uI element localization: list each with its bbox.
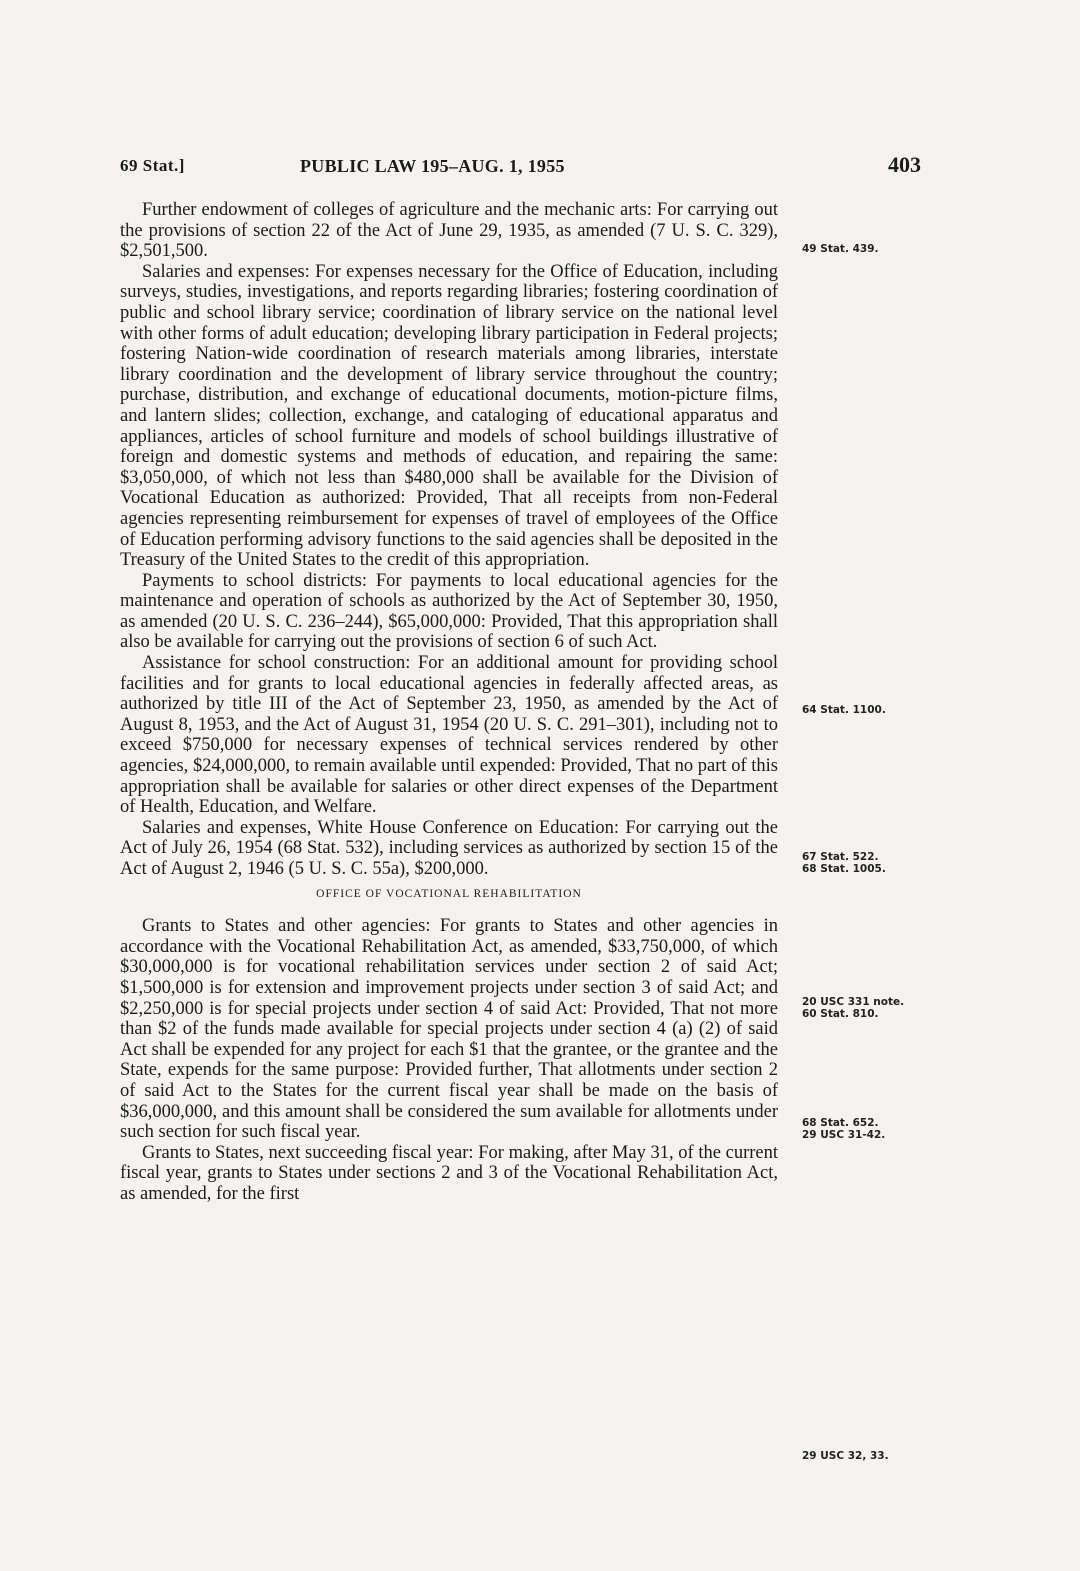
page-header: [120, 152, 920, 182]
margin-note: 20 USC 331 note. 60 Stat. 810.: [802, 996, 905, 1020]
section-heading: OFFICE OF VOCATIONAL REHABILITATION: [316, 887, 582, 900]
margin-note: 68 Stat. 652. 29 USC 31-42.: [802, 1117, 886, 1141]
margin-note: 29 USC 32, 33.: [802, 1450, 889, 1462]
body-text: [120, 200, 778, 1205]
margin-note: 67 Stat. 522. 68 Stat. 1005.: [802, 851, 886, 875]
paragraph-white-house-conference: Salaries and expenses, White House Conference on Education: For carrying out the Act of July 26, 1954 (68 Stat. 532), including services as authorized by section 15 of the Act of August 2, 1946 (5 U. S. C. 55a), $200,000.: [120, 817, 778, 879]
paragraph-office-of-education-salaries: Salaries and expenses: For expenses necessary for the Office of Education, including surveys, studies, investigations, and reports regarding libraries; fostering coordination of public and school library service; coordination of library service on the national level with other forms of adult education; developing library participation in Federal projects; fostering Nation-wide coordination of research materials among libraries, interstate library coordination and the development of library service throughout the country; purchase, distribution, and exchange of educational documents, motion-picture films, and lantern slides; collection, exchange, and cataloging of educational apparatus and appliances, articles of school furniture and models of school buildings illustrative of foreign and domestic systems and methods of education, and repairing the same: $3,050,000, of which not less than $480,000 shall be available for the Division of Vocational Education as authorized: Provided, That all receipts from non-Federal agencies representing reimbursement for expenses of travel of employees of the Office of Education performing advisory functions to the said agencies shall be deposited in the Treasury of the United States to the credit of this appropriation.: [120, 261, 778, 571]
statute-volume: 69 Stat.]: [120, 156, 185, 175]
margin-note: 49 Stat. 439.: [802, 243, 879, 255]
page-number: 403: [888, 152, 921, 177]
paragraph-next-fiscal-year-grants: Grants to States, next succeeding fiscal year: For making, after May 31, of the current fiscal year, grants to States under sections 2 and 3 of the Vocational Rehabilitation Act, as amended, for the first: [120, 1142, 778, 1204]
paragraph-agriculture-endowment: Further endowment of colleges of agriculture and the mechanic arts: For carrying out the provisions of section 22 of the Act of June 29, 1935, as amended (7 U. S. C. 329), $2,501,500.: [120, 200, 778, 262]
law-title: PUBLIC LAW 195–AUG. 1, 1955: [300, 156, 565, 176]
paragraph-payments-to-school-districts: Payments to school districts: For payments to local educational agencies for the maintenance and operation of schools as authorized by the Act of September 30, 1950, as amended (20 U. S. C. 236–244), $65,000,000: Provided, That this appropriation shall also be available for carrying out the provisions of section 6 of such Act.: [120, 570, 778, 653]
paragraph-school-construction: Assistance for school construction: For an additional amount for providing school facilities and for grants to local educational agencies in federally affected areas, as authorized by title III of the Act of September 23, 1950, as amended by the Act of August 8, 1953, and the Act of August 31, 1954 (20 U. S. C. 291–301), including not to exceed $750,000 for necessary expenses of technical services rendered by other agencies, $24,000,000, to remain available until expended: Provided, That no part of this appropriation shall be available for salaries or other direct expenses of the Department of Health, Education, and Welfare.: [120, 653, 778, 818]
margin-note: 64 Stat. 1100.: [802, 704, 886, 716]
paragraph-grants-to-states: Grants to States and other agencies: For grants to States and other agencies in accordance with the Vocational Rehabilitation Act, as amended, $33,750,000, of which $30,000,000 is for vocational rehabilitation services under section 2 of said Act; $1,500,000 is for extension and improvement projects under section 3 of said Act; and $2,250,000 is for special projects under section 4 of said Act: Provided, That not more than $2 of the funds made available for special projects under section 4 (a) (2) of said Act shall be expended for any project for each $1 that the grantee, or the grantee and the State, expends for the same purpose: Provided further, That allotments under section 2 of said Act to the States for the current fiscal year shall be made on the basis of $36,000,000, and this amount shall be considered the sum available for allotments under such section for such fiscal year.: [120, 916, 778, 1143]
